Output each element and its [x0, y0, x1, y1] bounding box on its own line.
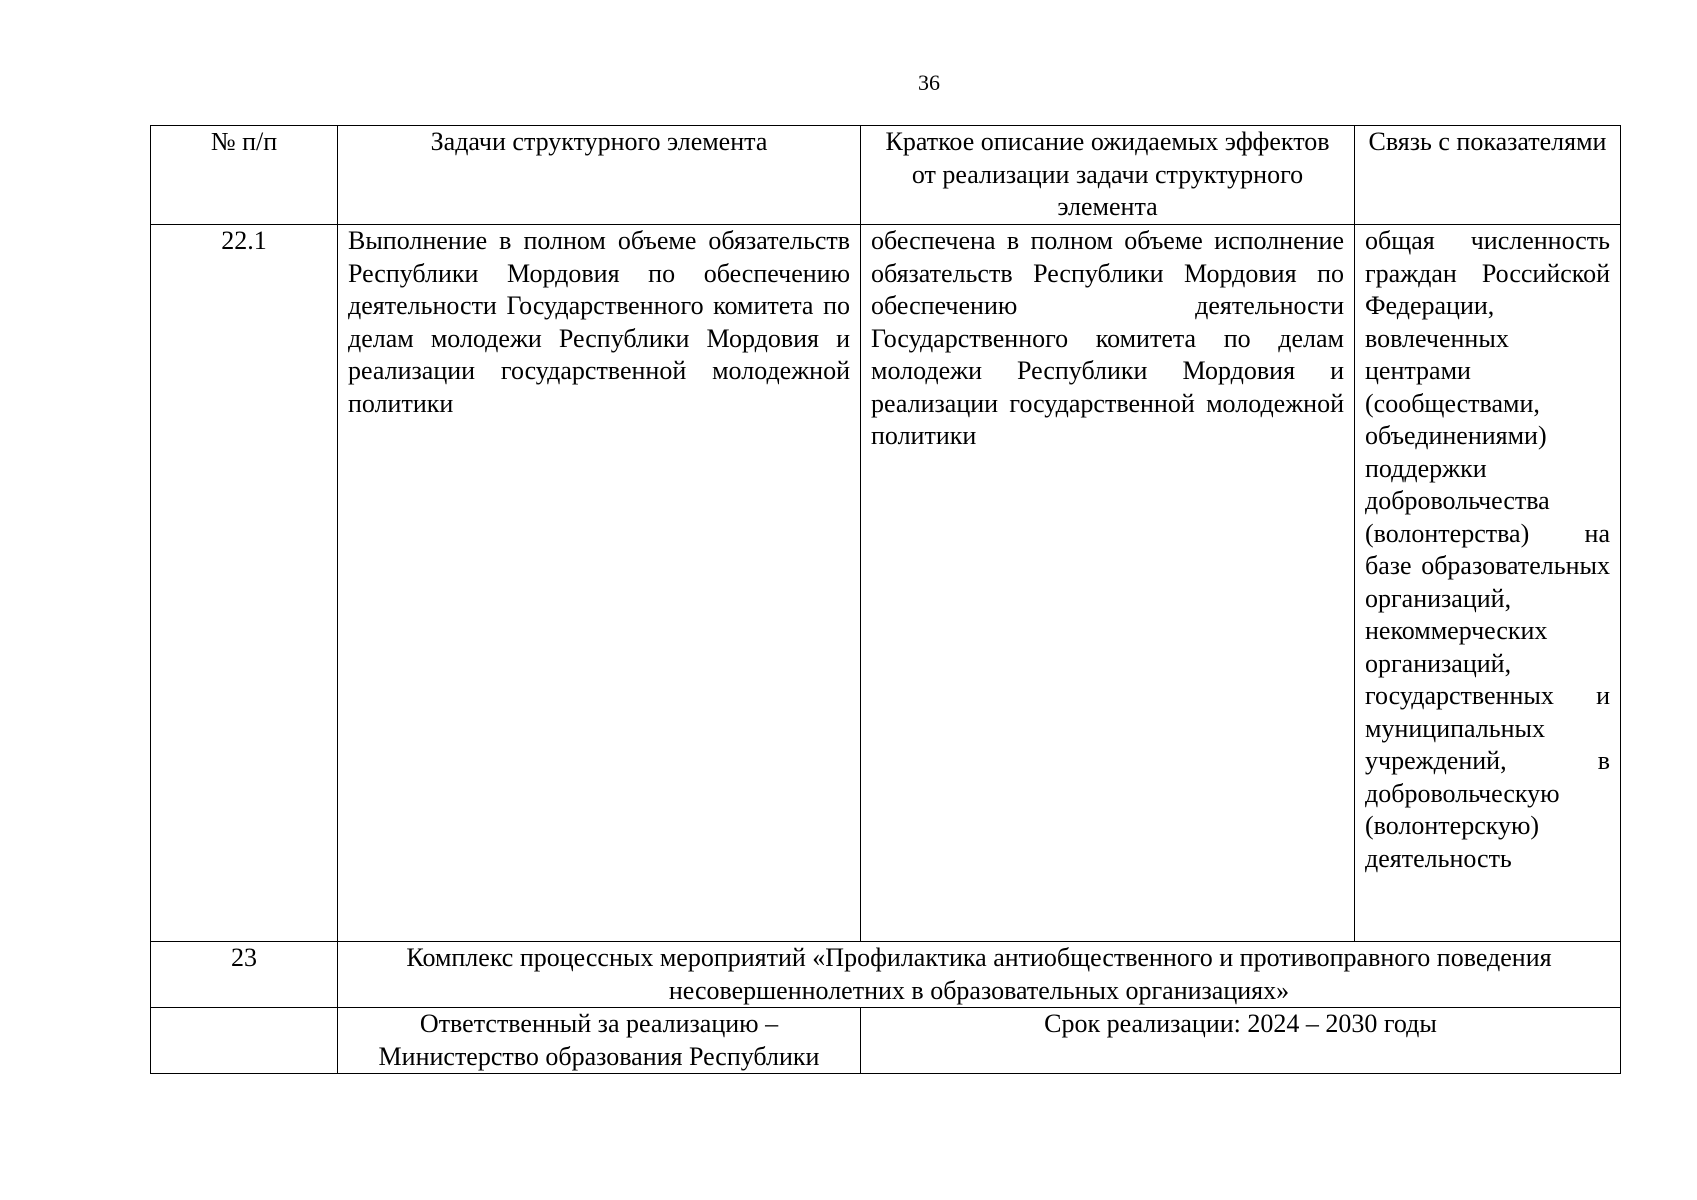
term-cell: Срок реализации: 2024 – 2030 годы — [861, 1008, 1621, 1074]
section-number: 23 — [151, 942, 338, 1008]
table-header-row — [151, 126, 1621, 225]
section-row — [151, 942, 1621, 1008]
page-number: 36 — [918, 70, 940, 95]
task-cell: Выполнение в полном объеме обязательств Республики Мордовия по обеспечению деятельности Государственного комитета по делам молодежи Республики Мордовия и реализации государственной молодежной политики — [338, 225, 861, 942]
program-table — [150, 125, 1621, 1074]
section-info-row — [151, 1008, 1621, 1074]
header-indicators: Связь с показателями — [1355, 126, 1621, 225]
effect-cell: обеспечена в полном объеме исполнение обязательств Республики Мордовия по обеспечению деятельности Государственного комитета по делам молодежи Республики Мордовия и реализации государственной молодежной политики — [861, 225, 1355, 942]
indicator-cell: общая численность граждан Российской Федерации, вовлеченных центрами (сообществами, объединениями) поддержки добровольчества (волонтерства) на базе образовательных организаций, некоммерческих организаций, государственных и муниципальных учреждений, в добровольческую (волонтерскую) деятельность — [1355, 225, 1621, 942]
table-row — [151, 225, 1621, 942]
section-title: Комплекс процессных мероприятий «Профилактика антиобщественного и противоправного поведения несовершеннолетних в образовательных организациях» — [338, 942, 1621, 1008]
empty-cell — [151, 1008, 338, 1074]
header-effects: Краткое описание ожидаемых эффектов от реализации задачи структурного элемента — [861, 126, 1355, 225]
row-number: 22.1 — [151, 225, 338, 942]
header-number: № п/п — [151, 126, 338, 225]
header-tasks: Задачи структурного элемента — [338, 126, 861, 225]
responsible-cell: Ответственный за реализацию – Министерство образования Республики — [338, 1008, 861, 1074]
